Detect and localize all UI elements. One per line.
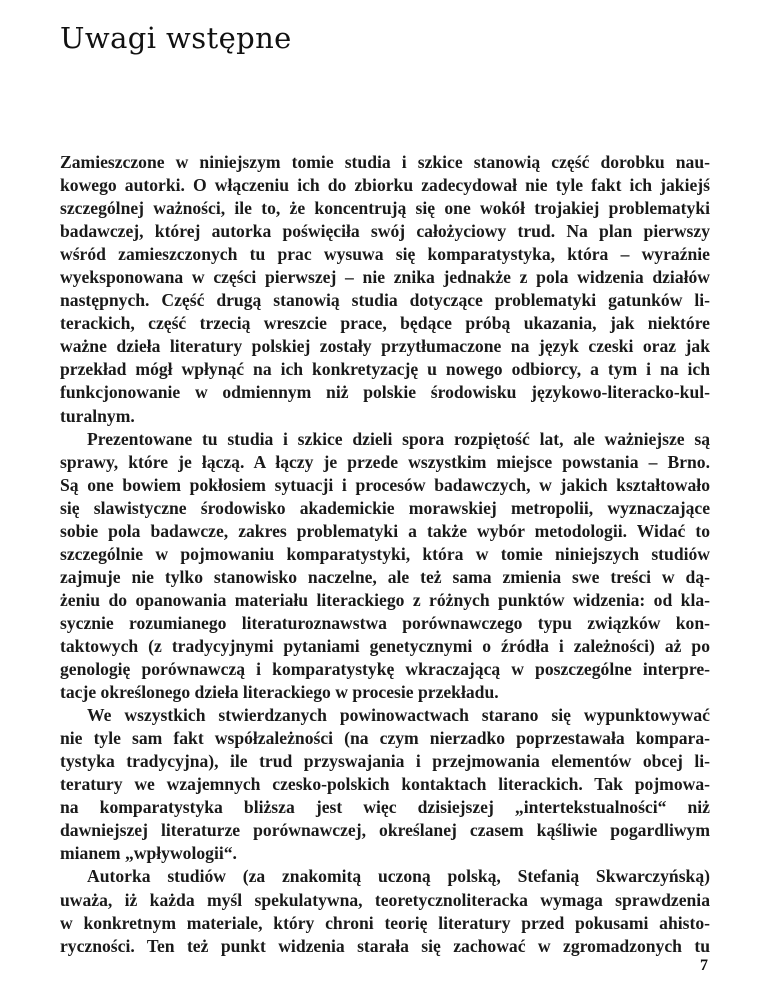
text-line: ryczności. Ten też punkt widzenia starała się zachować w zgromadzonych tu bbox=[60, 935, 710, 956]
paragraph-3 bbox=[60, 704, 710, 865]
text-line: taktowych (z tradycyjnymi pytaniami genetycznymi o źródła i zależności) aż po bbox=[60, 635, 710, 656]
text-line: Zamieszczone w niniejszym tomie studia i szkice stanowią część dorobku nau- bbox=[60, 152, 711, 172]
text-line: na komparatystyka bliższa jest więc dzisiejszej „intertekstualności“ niż bbox=[60, 797, 710, 818]
text-line: badawczej, której autorka poświęciła swój całożyciowy trud. Na plan pierwszy bbox=[60, 221, 710, 242]
page-number: 7 bbox=[700, 957, 708, 974]
text-line: sycznie rozumianego literaturoznawstwa porównawczego typu związków kon- bbox=[60, 612, 710, 633]
text-line: sobie pola badawcze, zakres problematyki a także wybór metodologii. Widać to bbox=[60, 520, 710, 541]
text-line: dawniejszej literaturze porównawczej, określanej czasem kąśliwie pogardliwym bbox=[60, 820, 710, 841]
text-line: tystyka tradycyjna), ile trud przyswajania i przejmowania elementów obcej li- bbox=[60, 751, 710, 772]
text-line: się slawistyczne środowisko akademickie morawskiej metropolii, wyznaczające bbox=[60, 497, 710, 518]
paragraph-2 bbox=[60, 428, 710, 705]
text-line: sprawy, które je łączą. A łączy je przede wszystkim miejsce powstania – Brno. bbox=[60, 451, 711, 472]
paragraph-4 bbox=[60, 865, 710, 957]
text-line: Prezentowane tu studia i szkice dzieli spora rozpiętość lat, ale ważniejsze są bbox=[87, 428, 710, 449]
text-line: zajmuje nie tylko stanowisko naczelne, ale też sama zmienia swe treści w dą- bbox=[60, 566, 710, 587]
text-line: We wszystkich stwierdzanych powinowactwach starano się wypunktowywać bbox=[87, 705, 710, 726]
text-line: szczególnie w pojmowaniu komparatystyki, która w tomie niniejszych studiów bbox=[60, 543, 710, 564]
text-line: Są one bowiem pokłosiem sytuacji i procesów badawczych, w jakich kształtowało bbox=[60, 474, 710, 495]
text-line: genologię porównawczą i komparatystykę wkraczającą w poszczególne interpre- bbox=[60, 659, 710, 680]
text-line: Autorka studiów (za znakomitą uczoną polską, Stefanią Skwarczyńską) bbox=[87, 866, 710, 887]
body-text bbox=[60, 151, 710, 958]
text-line: funkcjonowanie w odmiennym niż polskie środowisku językowo-literacko-kul- bbox=[60, 382, 710, 403]
text-line: szczególnej ważności, ile to, że koncentrują się one wokół trojakiej problematyki bbox=[60, 198, 710, 219]
text-line: tacje określonego dzieła literackiego w procesie przekładu. bbox=[60, 682, 499, 703]
text-line: przekład mógł wpłynąć na ich konkretyzację u nowego odbiorcy, a tym i na ich bbox=[60, 359, 710, 380]
text-line: turalnym. bbox=[60, 405, 135, 426]
text-line: kowego autorki. O włączeniu ich do zbiorku zadecydował nie tyle fakt ich jakiejś bbox=[60, 175, 710, 196]
text-line: wśród zamieszczonych tu prac wysuwa się komparatystyka, która – wyraźnie bbox=[60, 244, 710, 265]
text-line: teratury we wzajemnych czesko-polskich kontaktach literackich. Tak pojmowa- bbox=[60, 774, 710, 795]
text-line: w konkretnym materiale, który chroni teorię literatury przed pokusami ahisto- bbox=[60, 912, 710, 933]
text-line: żeniu do opanowania materiału literackiego z różnych punktów widzenia: od kla- bbox=[60, 589, 710, 610]
text-line: terackich, część trzecią wreszcie prace, będące próbą ukazania, jak niektóre bbox=[60, 313, 710, 334]
chapter-title: Uwagi wstępne bbox=[60, 21, 292, 55]
text-line: nie tyle sam fakt współzależności (na czym nierzadko poprzestawała kompara- bbox=[60, 728, 710, 749]
text-line: mianem „wpływologii“. bbox=[60, 843, 237, 864]
text-line: wyeksponowana w części pierwszej – nie znika jednakże z pola widzenia działów bbox=[60, 267, 711, 288]
paragraph-1 bbox=[60, 151, 710, 428]
text-line: uważa, iż każda myśl spekulatywna, teoretycznoliteracka wymaga sprawdzenia bbox=[60, 889, 710, 910]
text-line: ważne dzieła literatury polskiej zostały przytłumaczone na język czeski oraz jak bbox=[60, 336, 710, 357]
text-line: następnych. Część drugą stanowią studia dotyczące problematyki gatunków li- bbox=[60, 290, 710, 311]
